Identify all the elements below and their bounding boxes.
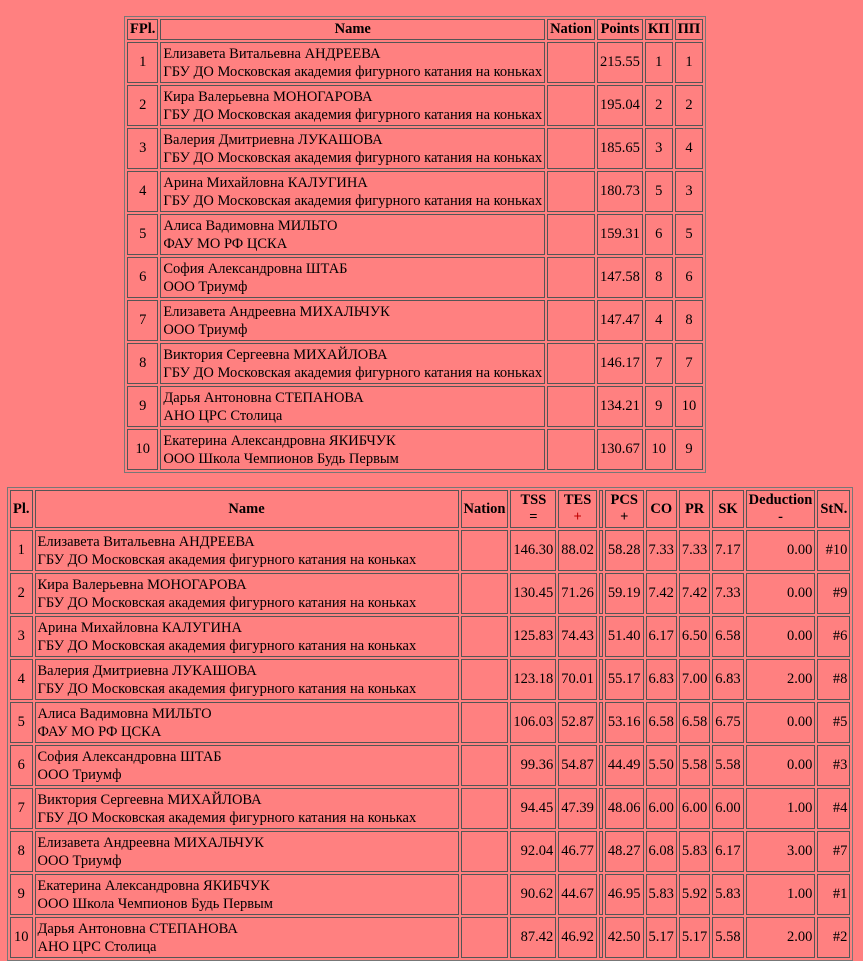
table-row: [10, 874, 850, 915]
nation-cell: [547, 128, 595, 169]
club-name: ООО Триумф: [163, 321, 248, 338]
place-cell: 7: [10, 788, 33, 829]
table-row: [10, 659, 850, 700]
tss-cell: 125.83: [510, 616, 556, 657]
skater-name: Алиса Вадимовна МИЛЬТО: [163, 217, 338, 234]
spacer-cell: [599, 530, 603, 571]
pcs-cell: 46.95: [605, 874, 644, 915]
club-name: ФАУ МО РФ ЦСКА: [163, 235, 288, 252]
table-row: [127, 300, 703, 341]
skater-name: Елизавета Витальевна АНДРЕЕВА: [37, 533, 255, 550]
header-tes: [558, 490, 597, 528]
sk-cell: 5.58: [712, 745, 743, 786]
tes-cell: 44.67: [558, 874, 597, 915]
place-cell: 5: [10, 702, 33, 743]
kp-cell: 8: [645, 257, 673, 298]
club-name: ФАУ МО РФ ЦСКА: [37, 723, 162, 740]
pr-cell: 7.33: [679, 530, 710, 571]
deduction-label: Deduction: [748, 492, 813, 508]
spacer-cell: [599, 659, 603, 700]
place-cell: 3: [127, 128, 158, 169]
club-name: ГБУ ДО Московская академия фигурного катания на коньках: [163, 63, 543, 80]
club-name: ГБУ ДО Московская академия фигурного катания на коньках: [163, 192, 543, 209]
sk-cell: 6.75: [712, 702, 743, 743]
sk-cell: 5.58: [712, 917, 743, 958]
points-cell: 147.47: [597, 300, 643, 341]
place-cell: 9: [10, 874, 33, 915]
name-cell: [35, 659, 459, 700]
name-cell: [35, 874, 459, 915]
tes-cell: 74.43: [558, 616, 597, 657]
skater-name: Валерия Дмитриевна ЛУКАШОВА: [37, 662, 257, 679]
stn-cell: #8: [817, 659, 850, 700]
points-cell: 185.65: [597, 128, 643, 169]
tes-cell: 70.01: [558, 659, 597, 700]
header-pcs: [605, 490, 644, 528]
tes-cell: 46.92: [558, 917, 597, 958]
header-pr: PR: [679, 490, 710, 528]
club-name: ГБУ ДО Московская академия фигурного катания на коньках: [37, 637, 417, 654]
skater-name: Дарья Антоновна СТЕПАНОВА: [37, 920, 238, 937]
place-cell: 6: [127, 257, 158, 298]
co-cell: 6.17: [646, 616, 677, 657]
spacer-cell: [599, 573, 603, 614]
points-cell: 180.73: [597, 171, 643, 212]
tes-cell: 52.87: [558, 702, 597, 743]
pp-cell: 1: [675, 42, 704, 83]
table-row: [127, 386, 703, 427]
ded-cell: 1.00: [746, 788, 816, 829]
stn-cell: #7: [817, 831, 850, 872]
table-row: [127, 85, 703, 126]
header-deduction: [746, 490, 816, 528]
header-2: Nation: [547, 19, 595, 40]
ded-cell: 0.00: [746, 745, 816, 786]
points-cell: 159.31: [597, 214, 643, 255]
table-row: [10, 530, 850, 571]
co-cell: 6.83: [646, 659, 677, 700]
table-row: [127, 343, 703, 384]
deduction-symbol: -: [778, 509, 783, 525]
co-cell: 6.08: [646, 831, 677, 872]
co-cell: 6.00: [646, 788, 677, 829]
kp-cell: 5: [645, 171, 673, 212]
pcs-cell: 48.27: [605, 831, 644, 872]
nation-cell: [461, 874, 509, 915]
header-stn: StN.: [817, 490, 850, 528]
tes-cell: 47.39: [558, 788, 597, 829]
tes-cell: 54.87: [558, 745, 597, 786]
pcs-cell: 53.16: [605, 702, 644, 743]
pp-cell: 9: [675, 429, 704, 470]
pcs-label: PCS: [610, 492, 638, 508]
header-sk: SK: [712, 490, 743, 528]
sk-cell: 6.83: [712, 659, 743, 700]
ded-cell: 0.00: [746, 702, 816, 743]
pp-cell: 4: [675, 128, 704, 169]
skater-name: Виктория Сергеевна МИХАЙЛОВА: [37, 791, 262, 808]
spacer-cell: [599, 917, 603, 958]
ded-cell: 0.00: [746, 573, 816, 614]
kp-cell: 4: [645, 300, 673, 341]
points-cell: 195.04: [597, 85, 643, 126]
ded-cell: 1.00: [746, 874, 816, 915]
skater-name: Виктория Сергеевна МИХАЙЛОВА: [163, 346, 388, 363]
co-cell: 5.50: [646, 745, 677, 786]
pcs-cell: 59.19: [605, 573, 644, 614]
pcs-cell: 51.40: [605, 616, 644, 657]
sk-cell: 5.83: [712, 874, 743, 915]
skater-name: Елизавета Андреевна МИХАЛЬЧУК: [163, 303, 390, 320]
tes-label: TES: [563, 492, 592, 508]
pcs-cell: 42.50: [605, 917, 644, 958]
table-row: [10, 917, 850, 958]
header-4: КП: [645, 19, 673, 40]
spacer-cell: [599, 831, 603, 872]
kp-cell: 10: [645, 429, 673, 470]
place-cell: 6: [10, 745, 33, 786]
table-row: [127, 42, 703, 83]
club-name: ГБУ ДО Московская академия фигурного катания на коньках: [163, 106, 543, 123]
stn-cell: #9: [817, 573, 850, 614]
place-cell: 9: [127, 386, 158, 427]
co-cell: 5.17: [646, 917, 677, 958]
points-cell: 215.55: [597, 42, 643, 83]
name-cell: [160, 343, 545, 384]
co-cell: 5.83: [646, 874, 677, 915]
name-cell: [35, 616, 459, 657]
tss-cell: 87.42: [510, 917, 556, 958]
nation-cell: [461, 530, 509, 571]
skater-name: София Александровна ШТАБ: [37, 748, 222, 765]
nation-cell: [547, 214, 595, 255]
place-cell: 8: [127, 343, 158, 384]
name-cell: [160, 386, 545, 427]
name-cell: [35, 573, 459, 614]
kp-cell: 3: [645, 128, 673, 169]
pcs-cell: 58.28: [605, 530, 644, 571]
kp-cell: 9: [645, 386, 673, 427]
table-row: [10, 573, 850, 614]
stn-cell: #4: [817, 788, 850, 829]
nation-cell: [461, 659, 509, 700]
table-row: [127, 171, 703, 212]
sk-cell: 6.17: [712, 831, 743, 872]
kp-cell: 2: [645, 85, 673, 126]
name-cell: [160, 42, 545, 83]
sk-cell: 6.58: [712, 616, 743, 657]
table-row: [10, 745, 850, 786]
nation-cell: [547, 300, 595, 341]
nation-cell: [461, 917, 509, 958]
sk-cell: 7.17: [712, 530, 743, 571]
pcs-cell: 48.06: [605, 788, 644, 829]
skater-name: Дарья Антоновна СТЕПАНОВА: [163, 389, 364, 406]
skater-name: Елизавета Андреевна МИХАЛЬЧУК: [37, 834, 264, 851]
club-name: ООО Триумф: [163, 278, 248, 295]
header-3: Points: [597, 19, 643, 40]
skater-name: Валерия Дмитриевна ЛУКАШОВА: [163, 131, 383, 148]
nation-cell: [547, 85, 595, 126]
table-row: [10, 616, 850, 657]
pcs-cell: 44.49: [605, 745, 644, 786]
skater-name: Арина Михайловна КАЛУГИНА: [163, 174, 368, 191]
nation-cell: [547, 171, 595, 212]
club-name: ООО Триумф: [37, 852, 122, 869]
header-5: ПП: [675, 19, 704, 40]
place-cell: 7: [127, 300, 158, 341]
spacer-cell: [599, 702, 603, 743]
ded-cell: 0.00: [746, 616, 816, 657]
co-cell: 7.33: [646, 530, 677, 571]
kp-cell: 7: [645, 343, 673, 384]
place-cell: 3: [10, 616, 33, 657]
tss-cell: 90.62: [510, 874, 556, 915]
place-cell: 4: [10, 659, 33, 700]
skater-name: Кира Валерьевна МОНОГАРОВА: [37, 576, 247, 593]
skater-name: Екатерина Александровна ЯКИБЧУК: [163, 432, 396, 449]
table-row: [127, 128, 703, 169]
name-cell: [35, 831, 459, 872]
club-name: ООО Школа Чемпионов Будь Первым: [163, 450, 399, 467]
nation-cell: [547, 42, 595, 83]
name-cell: [35, 917, 459, 958]
skater-name: Кира Валерьевна МОНОГАРОВА: [163, 88, 373, 105]
stn-cell: #10: [817, 530, 850, 571]
pr-cell: 5.17: [679, 917, 710, 958]
pr-cell: 6.58: [679, 702, 710, 743]
table-row: [10, 831, 850, 872]
nation-cell: [547, 343, 595, 384]
pp-cell: 6: [675, 257, 704, 298]
pp-cell: 5: [675, 214, 704, 255]
name-cell: [35, 788, 459, 829]
club-name: ГБУ ДО Московская академия фигурного катания на коньках: [37, 594, 417, 611]
pcs-cell: 55.17: [605, 659, 644, 700]
sk-cell: 6.00: [712, 788, 743, 829]
tes-cell: 71.26: [558, 573, 597, 614]
pp-cell: 10: [675, 386, 704, 427]
club-name: АНО ЦРС Столица: [37, 938, 157, 955]
pr-cell: 5.58: [679, 745, 710, 786]
header-nation: Nation: [461, 490, 509, 528]
tss-label: TSS: [520, 492, 547, 508]
tes-symbol: +: [573, 509, 582, 525]
name-cell: [35, 530, 459, 571]
stn-cell: #2: [817, 917, 850, 958]
co-cell: 6.58: [646, 702, 677, 743]
spacer-cell: [599, 788, 603, 829]
pp-cell: 7: [675, 343, 704, 384]
tss-cell: 99.36: [510, 745, 556, 786]
place-cell: 1: [127, 42, 158, 83]
name-cell: [160, 257, 545, 298]
pr-cell: 6.50: [679, 616, 710, 657]
place-cell: 1: [10, 530, 33, 571]
place-cell: 8: [10, 831, 33, 872]
tss-cell: 92.04: [510, 831, 556, 872]
name-cell: [160, 429, 545, 470]
nation-cell: [547, 257, 595, 298]
pr-cell: 5.83: [679, 831, 710, 872]
tss-cell: 130.45: [510, 573, 556, 614]
name-cell: [35, 745, 459, 786]
tss-cell: 146.30: [510, 530, 556, 571]
ded-cell: 3.00: [746, 831, 816, 872]
header-1: Name: [160, 19, 545, 40]
ded-cell: 0.00: [746, 530, 816, 571]
club-name: ГБУ ДО Московская академия фигурного катания на коньках: [37, 680, 417, 697]
pr-cell: 7.00: [679, 659, 710, 700]
table-row: [10, 702, 850, 743]
ded-cell: 2.00: [746, 917, 816, 958]
header-name: Name: [35, 490, 459, 528]
tss-cell: 106.03: [510, 702, 556, 743]
nation-cell: [461, 788, 509, 829]
place-cell: 2: [127, 85, 158, 126]
pr-cell: 6.00: [679, 788, 710, 829]
skater-name: Арина Михайловна КАЛУГИНА: [37, 619, 242, 636]
header-tss: [510, 490, 556, 528]
header-pl: Pl.: [10, 490, 33, 528]
nation-cell: [461, 573, 509, 614]
place-cell: 10: [10, 917, 33, 958]
points-cell: 130.67: [597, 429, 643, 470]
club-name: ГБУ ДО Московская академия фигурного катания на коньках: [163, 364, 543, 381]
place-cell: 5: [127, 214, 158, 255]
stn-cell: #1: [817, 874, 850, 915]
header-0: FPl.: [127, 19, 158, 40]
table-row: [127, 257, 703, 298]
club-name: АНО ЦРС Столица: [163, 407, 283, 424]
skater-name: Алиса Вадимовна МИЛЬТО: [37, 705, 212, 722]
spacer-cell: [599, 616, 603, 657]
pp-cell: 2: [675, 85, 704, 126]
place-cell: 10: [127, 429, 158, 470]
spacer-cell: [599, 745, 603, 786]
kp-cell: 1: [645, 42, 673, 83]
stn-cell: #3: [817, 745, 850, 786]
place-cell: 4: [127, 171, 158, 212]
pcs-symbol: +: [620, 509, 629, 525]
nation-cell: [461, 745, 509, 786]
header-co: CO: [646, 490, 677, 528]
nation-cell: [461, 702, 509, 743]
skater-name: Елизавета Витальевна АНДРЕЕВА: [163, 45, 381, 62]
points-cell: 147.58: [597, 257, 643, 298]
tes-cell: 46.77: [558, 831, 597, 872]
table-row: [127, 429, 703, 470]
co-cell: 7.42: [646, 573, 677, 614]
sk-cell: 7.33: [712, 573, 743, 614]
points-cell: 146.17: [597, 343, 643, 384]
stn-cell: #6: [817, 616, 850, 657]
segment-results-table: [7, 487, 853, 961]
club-name: ГБУ ДО Московская академия фигурного катания на коньках: [37, 551, 417, 568]
name-cell: [35, 702, 459, 743]
tes-cell: 88.02: [558, 530, 597, 571]
table-row: [10, 788, 850, 829]
ded-cell: 2.00: [746, 659, 816, 700]
name-cell: [160, 300, 545, 341]
pr-cell: 7.42: [679, 573, 710, 614]
pp-cell: 8: [675, 300, 704, 341]
club-name: ООО Триумф: [37, 766, 122, 783]
skater-name: Екатерина Александровна ЯКИБЧУК: [37, 877, 270, 894]
pr-cell: 5.92: [679, 874, 710, 915]
tss-cell: 123.18: [510, 659, 556, 700]
kp-cell: 6: [645, 214, 673, 255]
nation-cell: [547, 386, 595, 427]
name-cell: [160, 171, 545, 212]
name-cell: [160, 128, 545, 169]
nation-cell: [461, 616, 509, 657]
place-cell: 2: [10, 573, 33, 614]
stn-cell: #5: [817, 702, 850, 743]
spacer-cell: [599, 874, 603, 915]
club-name: ГБУ ДО Московская академия фигурного катания на коньках: [163, 149, 543, 166]
tss-symbol: =: [529, 509, 538, 525]
club-name: ГБУ ДО Московская академия фигурного катания на коньках: [37, 809, 417, 826]
name-cell: [160, 85, 545, 126]
skater-name: София Александровна ШТАБ: [163, 260, 348, 277]
spacer-column: [599, 490, 603, 528]
name-cell: [160, 214, 545, 255]
club-name: ООО Школа Чемпионов Будь Первым: [37, 895, 273, 912]
points-cell: 134.21: [597, 386, 643, 427]
table-row: [127, 214, 703, 255]
nation-cell: [461, 831, 509, 872]
nation-cell: [547, 429, 595, 470]
pp-cell: 3: [675, 171, 704, 212]
tss-cell: 94.45: [510, 788, 556, 829]
final-results-table: [124, 16, 706, 473]
